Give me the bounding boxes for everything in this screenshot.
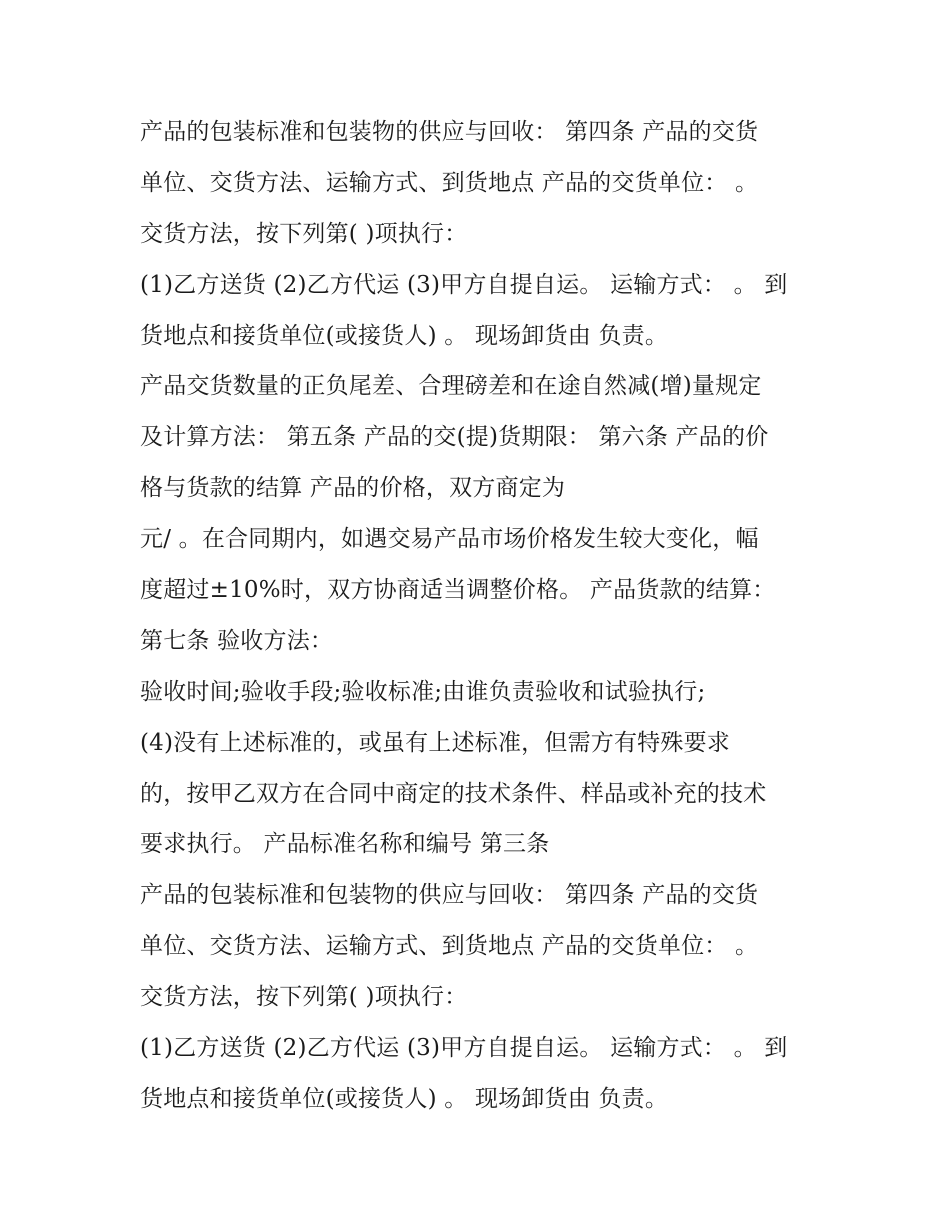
text-line: 元/ 。在合同期内，如遇交易产品市场价格发生较大变化，幅 — [140, 526, 759, 553]
document-body — [140, 107, 840, 1125]
text-line: 要求执行。 产品标准名称和编号 第三条 — [140, 831, 550, 858]
text-line: 产品的包装标准和包装物的供应与回收： 第四条 产品的交货 — [140, 882, 759, 909]
text-line: 格与货款的结算 产品的价格，双方商定为 — [140, 475, 566, 502]
text-line: 验收时间;验收手段;验收标准;由谁负责验收和试验执行; — [140, 678, 706, 705]
text-line: 交货方法，按下列第( )项执行： — [140, 220, 468, 247]
text-line: 交货方法，按下列第( )项执行： — [140, 984, 468, 1011]
text-line: 第七条 验收方法： — [140, 627, 334, 654]
text-line: 单位、交货方法、运输方式、到货地点 产品的交货单位： 。 — [140, 933, 759, 960]
text-line: (1)乙方送货 (2)乙方代运 (3)甲方自提自运。 运输方式： 。 到 — [140, 271, 788, 298]
text-line: 及计算方法： 第五条 产品的交(提)货期限： 第六条 产品的价 — [140, 424, 769, 451]
text-line: 产品交货数量的正负尾差、合理磅差和在途自然减(增)量规定 — [140, 373, 762, 400]
text-line: 的，按甲乙双方在合同中商定的技术条件、样品或补充的技术 — [140, 780, 767, 807]
text-line: (1)乙方送货 (2)乙方代运 (3)甲方自提自运。 运输方式： 。 到 — [140, 1035, 788, 1062]
text-line: 度超过±10%时，双方协商适当调整价格。 产品货款的结算： — [140, 577, 776, 604]
text-line: (4)没有上述标准的，或虽有上述标准，但需方有特殊要求 — [140, 729, 730, 756]
text-line: 产品的包装标准和包装物的供应与回收： 第四条 产品的交货 — [140, 119, 759, 145]
text-line: 单位、交货方法、运输方式、到货地点 产品的交货单位： 。 — [140, 169, 759, 196]
text-line: 货地点和接货单位(或接货人) 。 现场卸货由 负责。 — [140, 322, 669, 349]
text-line: 货地点和接货单位(或接货人) 。 现场卸货由 负责。 — [140, 1085, 669, 1112]
